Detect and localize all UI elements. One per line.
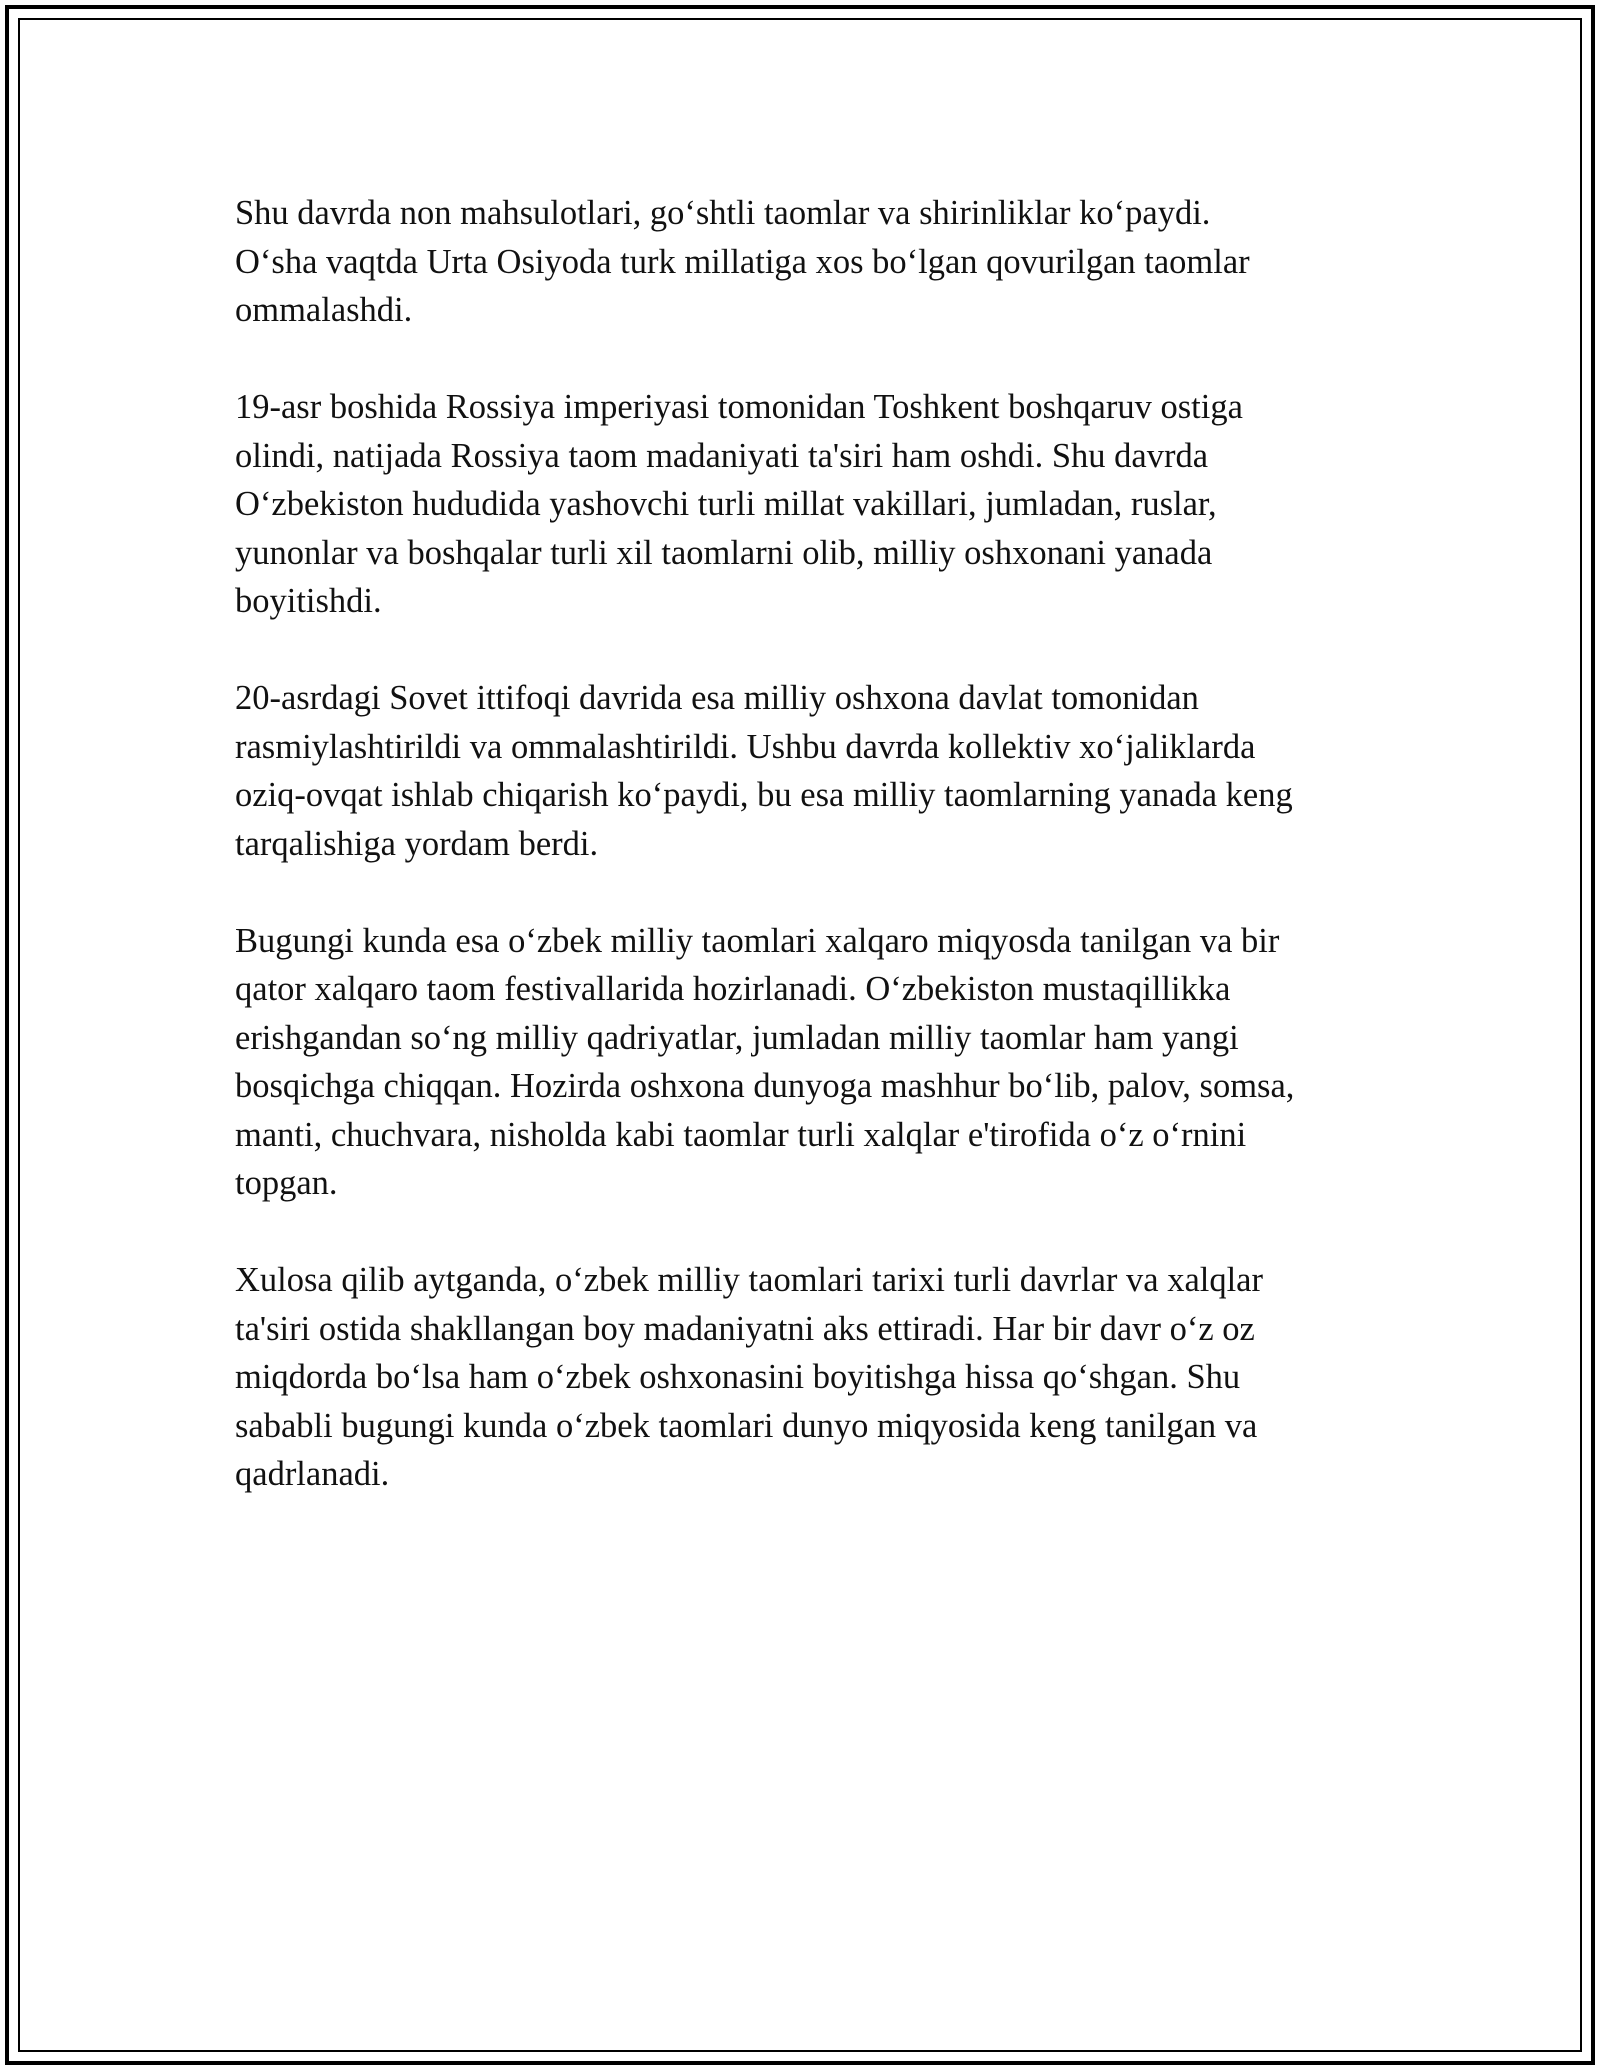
text-line: rasmiylashtirildi va ommalashtirildi. Ushbu davrda kollektiv xo‘jaliklarda — [235, 727, 1256, 766]
text-line: bosqichga chiqqan. Hozirda oshxona dunyoga mashhur bo‘lib, palov, somsa, — [235, 1067, 1295, 1105]
text-line: miqdorda bo‘lsa ham o‘zbek oshxonasini boyitishga hissa qo‘shgan. Shu — [235, 1358, 1241, 1396]
text-line: 20-asrdagi Sovet ittifoqi davrida esa milliy oshxona davlat tomonidan — [235, 679, 1199, 717]
text-line: ommalashdi. — [235, 291, 413, 329]
text-line: tarqalishiga yordam berdi. — [235, 824, 599, 863]
text-line: oziq-ovqat ishlab chiqarish ko‘paydi, bu esa milliy taomlarning yanada keng — [235, 776, 1293, 814]
document-body — [235, 189, 1395, 1547]
text-line: Shu davrda non mahsulotlari, go‘shtli taomlar va shirinliklar ko‘paydi. — [235, 194, 1211, 232]
text-line: qator xalqaro taom festivallarida hozirlanadi. O‘zbekiston mustaqillikka — [235, 970, 1231, 1008]
paragraph-1 — [235, 189, 1395, 335]
text-line: sababli bugungi kunda o‘zbek taomlari dunyo miqyosida keng tanilgan va — [235, 1406, 1258, 1445]
paragraph-2 — [235, 383, 1395, 626]
text-line: yunonlar va boshqalar turli xil taomlarni olib, milliy oshxonani yanada — [235, 533, 1213, 572]
text-line: O‘sha vaqtda Urta Osiyoda turk millatiga xos bo‘lgan qovurilgan taomlar — [235, 242, 1250, 281]
text-line: boyitishdi. — [235, 582, 382, 620]
paragraph-3 — [235, 674, 1395, 868]
text-line: Xulosa qilib aytganda, o‘zbek milliy taomlari tarixi turli davrlar va xalqlar — [235, 1261, 1263, 1299]
text-line: ta'siri ostida shakllangan boy madaniyatni aks ettiradi. Har bir davr o‘z oz — [235, 1309, 1255, 1348]
text-line: qadrlanadi. — [235, 1455, 390, 1493]
text-line: topgan. — [235, 1164, 338, 1202]
text-line: olindi, natijada Rossiya taom madaniyati ta'siri ham oshdi. Shu davrda — [235, 436, 1209, 475]
text-line: manti, chuchvara, nisholda kabi taomlar turli xalqlar e'tirofida o‘z o‘rnini — [235, 1115, 1247, 1154]
paragraph-5 — [235, 1256, 1395, 1499]
text-line: 19-asr boshida Rossiya imperiyasi tomonidan Toshkent boshqaruv ostiga — [235, 388, 1243, 426]
text-line: erishgandan so‘ng milliy qadriyatlar, jumladan milliy taomlar ham yangi — [235, 1018, 1239, 1057]
paragraph-4 — [235, 917, 1395, 1208]
text-line: Bugungi kunda esa o‘zbek milliy taomlari xalqaro miqyosda tanilgan va bir — [235, 921, 1280, 960]
text-line: O‘zbekiston hududida yashovchi turli millat vakillari, jumladan, ruslar, — [235, 485, 1217, 523]
